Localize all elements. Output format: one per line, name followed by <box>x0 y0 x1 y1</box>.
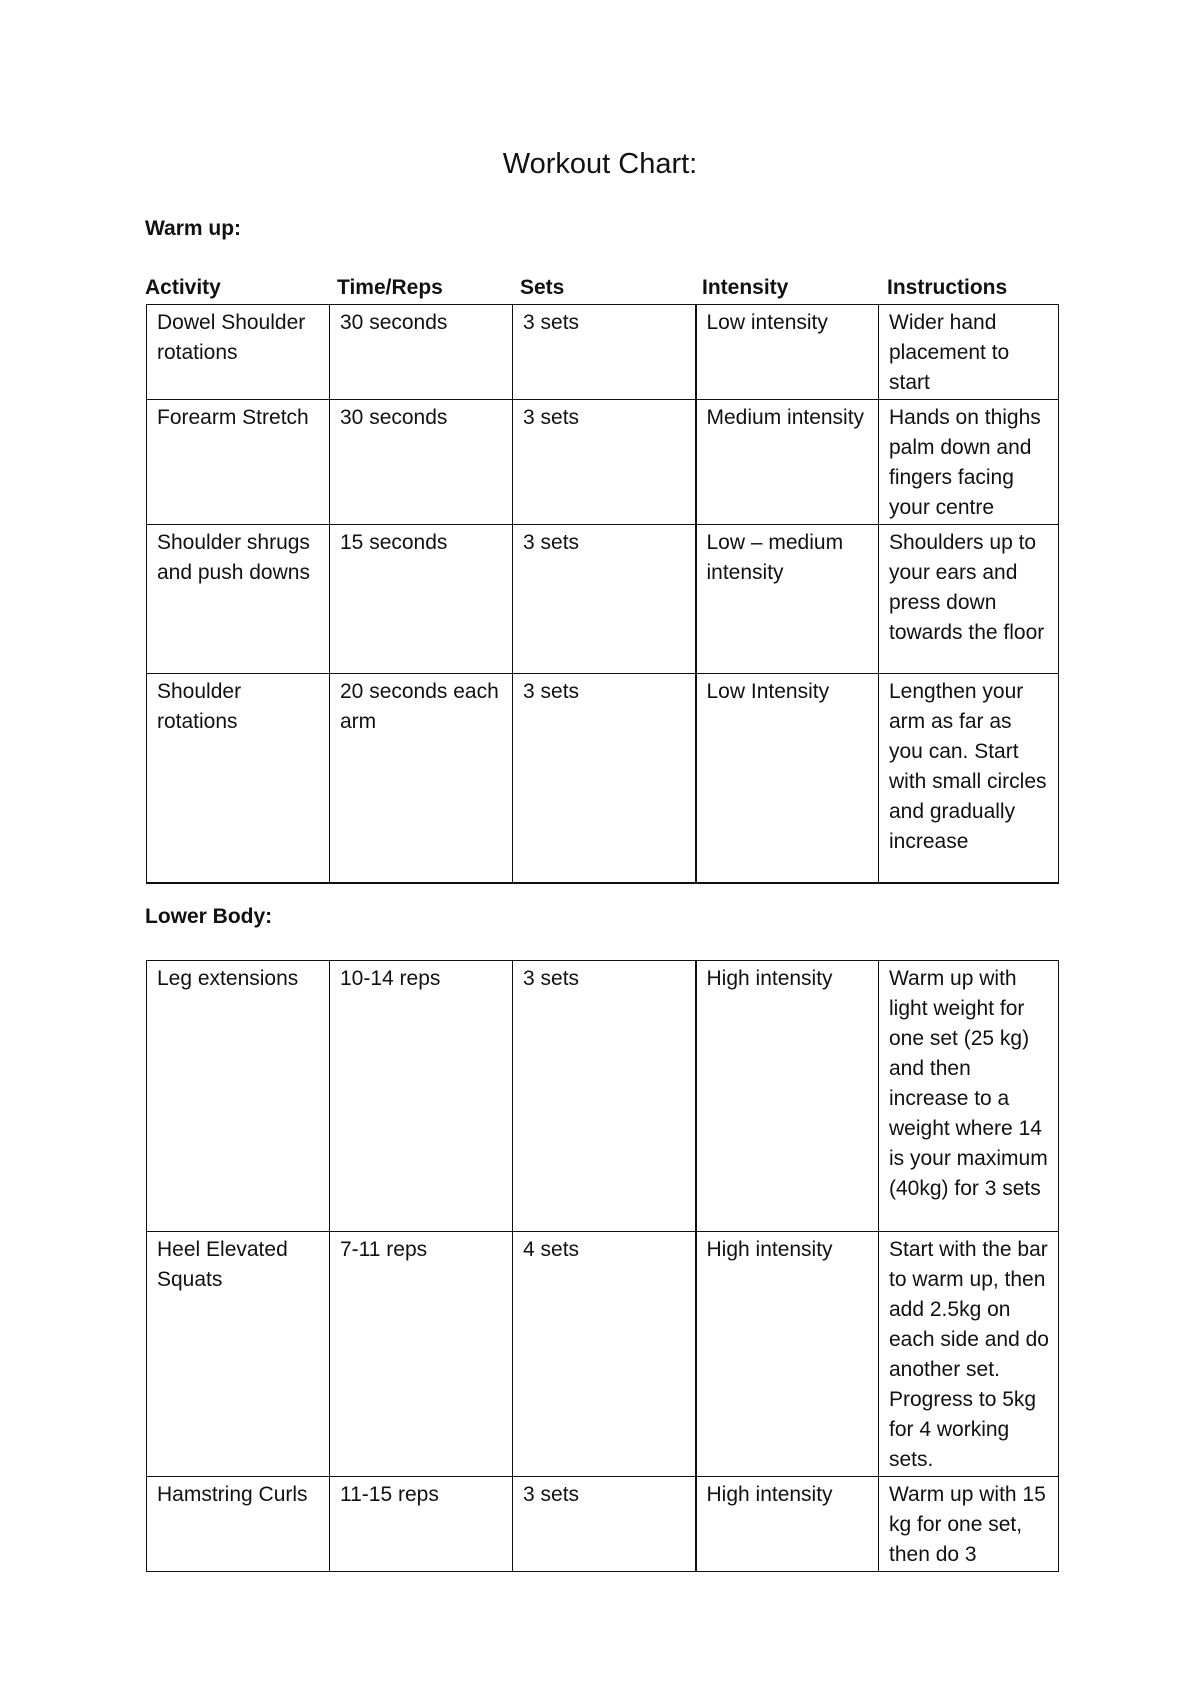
intensity-cell: Low Intensity <box>696 674 879 884</box>
sets-cell: 3 sets <box>513 400 696 525</box>
column-header-time-reps: Time/Reps <box>337 276 443 299</box>
instructions-cell: Wider hand placement to start <box>879 305 1059 400</box>
time-reps-cell: 20 seconds each arm <box>330 674 513 884</box>
lower-body-table <box>146 960 1059 1572</box>
table-row <box>147 961 1059 1232</box>
activity-cell: Forearm Stretch <box>147 400 330 525</box>
time-reps-cell: 15 seconds <box>330 525 513 674</box>
table-row <box>147 674 1059 884</box>
warm-up-table <box>146 304 1059 884</box>
table-row <box>147 400 1059 525</box>
sets-cell: 3 sets <box>513 525 696 674</box>
column-header-instructions: Instructions <box>887 276 1008 299</box>
activity-cell: Shoulder shrugs and push downs <box>147 525 330 674</box>
table-row <box>147 525 1059 674</box>
table-row <box>147 305 1059 400</box>
activity-cell: Hamstring Curls <box>147 1477 330 1572</box>
warm-up-column-headers <box>145 276 1058 304</box>
column-header-intensity: Intensity <box>702 276 789 299</box>
instructions-cell: Warm up with 15 kg for one set, then do 3 <box>879 1477 1059 1572</box>
activity-cell: Leg extensions <box>147 961 330 1232</box>
sets-cell: 3 sets <box>513 961 696 1232</box>
table-row <box>147 1477 1059 1572</box>
column-header-activity: Activity <box>145 276 221 299</box>
sets-cell: 3 sets <box>513 305 696 400</box>
activity-cell: Dowel Shoulder rotations <box>147 305 330 400</box>
instructions-cell: Shoulders up to your ears and press down towards the floor <box>879 525 1059 674</box>
intensity-cell: High intensity <box>696 961 879 1232</box>
time-reps-cell: 7-11 reps <box>330 1232 513 1477</box>
intensity-cell: High intensity <box>696 1477 879 1572</box>
activity-cell: Heel Elevated Squats <box>147 1232 330 1477</box>
intensity-cell: Medium intensity <box>696 400 879 525</box>
time-reps-cell: 10-14 reps <box>330 961 513 1232</box>
time-reps-cell: 30 seconds <box>330 400 513 525</box>
sets-cell: 4 sets <box>513 1232 696 1477</box>
instructions-cell: Lengthen your arm as far as you can. Start with small circles and gradually increase <box>879 674 1059 884</box>
column-header-sets: Sets <box>520 276 565 299</box>
sets-cell: 3 sets <box>513 674 696 884</box>
intensity-cell: Low intensity <box>696 305 879 400</box>
page-title: Workout Chart: <box>502 148 698 180</box>
intensity-cell: High intensity <box>696 1232 879 1477</box>
activity-cell: Shoulder rotations <box>147 674 330 884</box>
instructions-cell: Hands on thighs palm down and fingers facing your centre <box>879 400 1059 525</box>
time-reps-cell: 11-15 reps <box>330 1477 513 1572</box>
time-reps-cell: 30 seconds <box>330 305 513 400</box>
instructions-cell: Warm up with light weight for one set (25 kg) and then increase to a weight where 14 is your maximum (40kg) for 3 sets <box>879 961 1059 1232</box>
instructions-cell: Start with the bar to warm up, then add 2.5kg on each side and do another set. Progress to 5kg for 4 working sets. <box>879 1232 1059 1477</box>
lower-body-heading: Lower Body: <box>145 905 273 928</box>
intensity-cell: Low – medium intensity <box>696 525 879 674</box>
table-row <box>147 1232 1059 1477</box>
warm-up-heading: Warm up: <box>145 217 242 240</box>
sets-cell: 3 sets <box>513 1477 696 1572</box>
